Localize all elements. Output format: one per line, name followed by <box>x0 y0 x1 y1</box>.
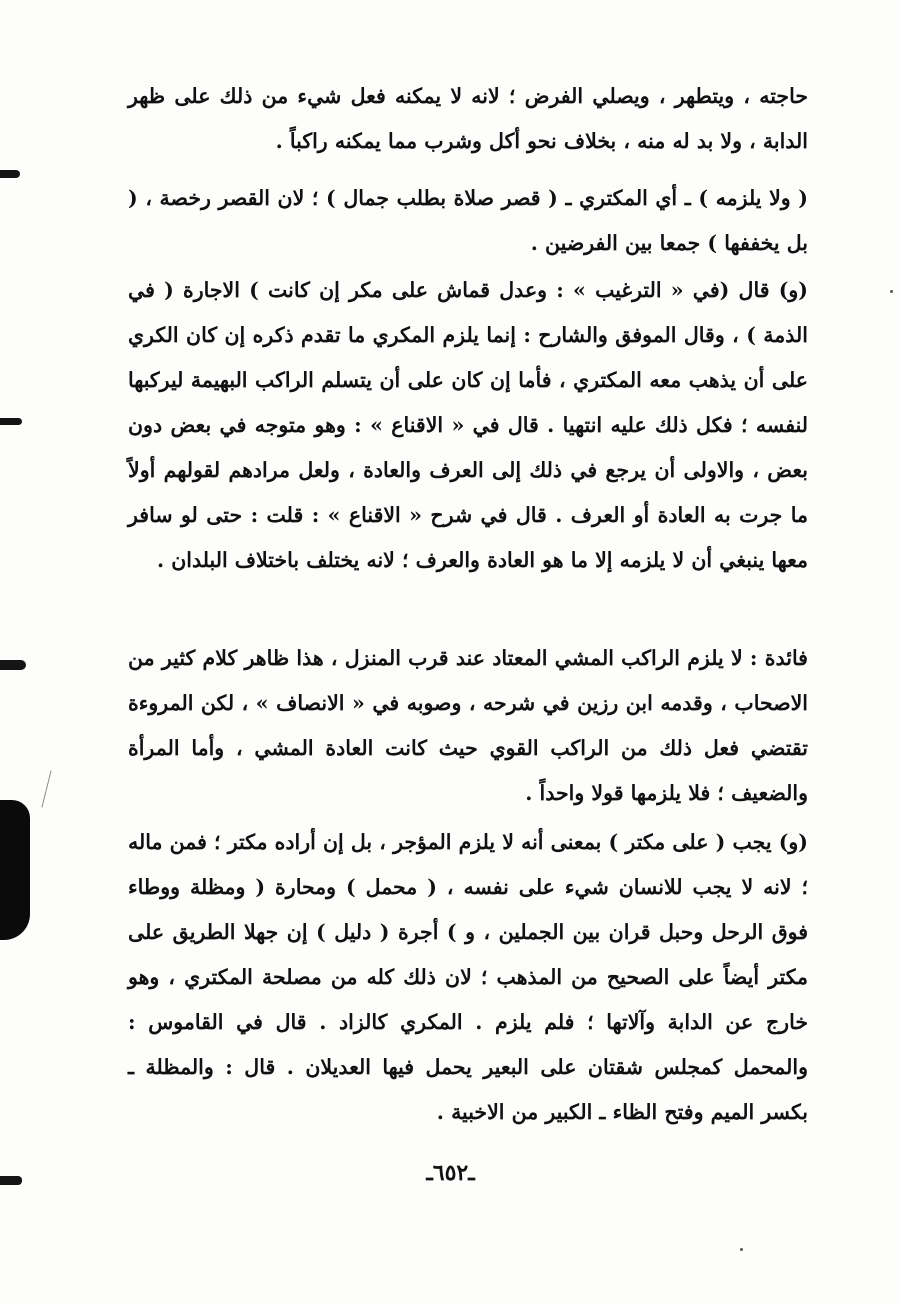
scan-edge-mark <box>0 418 22 425</box>
scan-edge-mark <box>0 1176 22 1185</box>
scan-edge-mark <box>0 660 26 670</box>
paragraph-prayer-shortening: ( ولا يلزمه ) ـ أي المكتري ـ ( قصر صلاة بطلب جمال ) ؛ لان القصر رخصة ، ( بل يخففها ) جمعا بين الفرضين . <box>128 186 808 255</box>
stray-pencil-stroke <box>41 770 51 807</box>
page-number: ـ٦٥٢ـ <box>426 1160 475 1186</box>
binding-shadow <box>0 800 30 940</box>
dust-speck <box>740 1248 743 1251</box>
paragraph-requirements: حاجته ، ويتطهر ، ويصلي الفرض ؛ لانه لا يمكنه فعل شيء من ذلك على ظهر الدابة ، ولا بد له منه ، بخلاف نحو أكل وشرب مما يمكنه راكباً . <box>128 84 808 153</box>
paragraph-faida-note: فائدة : لا يلزم الراكب المشي المعتاد عند قرب المنزل ، هذا ظاهر كلام كثير من الاصحاب ، وقدمه ابن رزين في شرحه ، وصوبه في « الانصاف » ، لكن المروءة تقتضي فعل ذلك من الراكب القوي حيث كانت العادة المشي ، وأما المرأة والضعيف ؛ فلا يلزمها قولا واحداً . <box>128 646 808 805</box>
dust-speck <box>890 290 893 293</box>
paragraph-tenant-obligations: (و) يجب ( على مكتر ) بمعنى أنه لا يلزم المؤجر ، بل إن أراده مكتر ؛ فمن ماله ؛ لانه لا يجب للانسان شيء على نفسه ، ( محمل ) ومحارة ( ومظلة ووطاء فوق الرحل وحبل قران بين الجملين ، و ) أجرة ( دليل ) إن جهلا الطريق على مكتر أيضاً على الصحيح من المذهب ؛ لان ذلك كله من مصلحة المكتري ، وهو خارج عن الدابة وآلاتها ؛ فلم يلزم . المكري كالزاد . قال في القاموس : والمحمل كمجلس شقتان على البعير يحمل فيها العديلان . قال : والمظلة ـ بكسر الميم وفتح الظاء ـ الكبير من الاخبية . <box>128 830 808 1124</box>
scan-edge-mark <box>0 170 20 178</box>
paragraph-targhib-ruling: (و) قال (في « الترغيب » : وعدل قماش على مكر إن كانت ) الاجارة ( في الذمة ) ، وقال الموفق والشارح : إنما يلزم المكري ما تقدم ذكره إن كان الكري على أن يذهب معه المكتري ، فأما إن كان على أن يتسلم الراكب البهيمة ليركبها لنفسه ؛ فكل ذلك عليه انتهيا . قال في « الاقناع » : وهو متوجه في بعض دون بعض ، والاولى أن يرجع في ذلك إلى العرف والعادة ، ولعل مرادهم لقولهم أولاً ما جرت به العادة أو العرف . قال في شرح « الاقناع » : قلت : حتى لو سافر معها ينبغي أن لا يلزمه إلا ما هو العادة والعرف ؛ لانه يختلف باختلاف البلدان . <box>128 278 808 572</box>
